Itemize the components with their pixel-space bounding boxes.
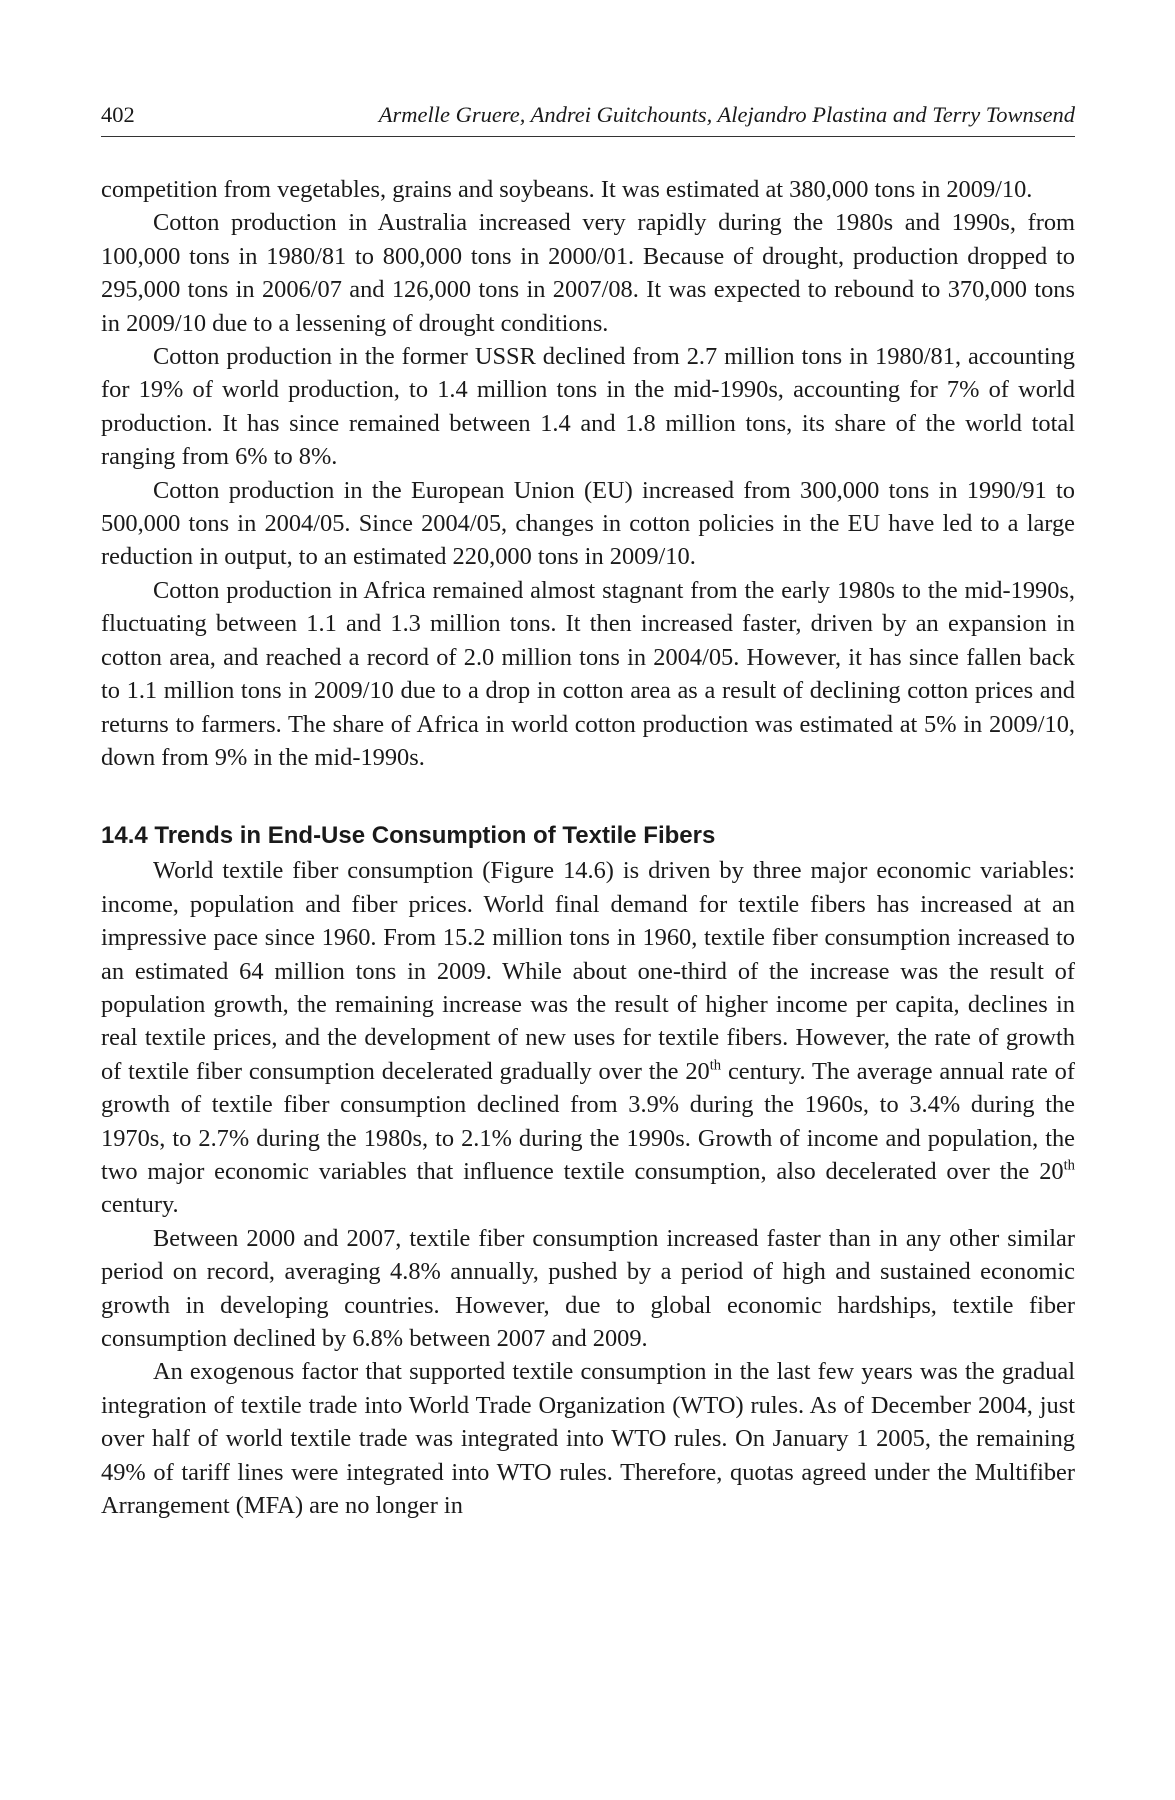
- paragraph-ussr: Cotton production in the former USSR declined from 2.7 million tons in 1980/81, accounting for 19% of world production, to 1.4 million tons in the mid-1990s, accounting for 7% of world production. It has since remained between 1.4 and 1.8 million tons, its share of the world total ranging from 6% to 8%.: [101, 343, 1075, 471]
- page: [101, 100, 1075, 1522]
- paragraph-africa: Cotton production in Africa remained almost stagnant from the early 1980s to the mid-1990s, fluctuating between 1.1 and 1.3 million tons. It then increased faster, driven by an expansion in cotton area, and reached a record of 2.0 million tons in 2004/05. However, it has since fallen back to 1.1 million tons in 2009/10 due to a drop in cotton area as a result of declining cotton prices and returns to farmers. The share of Africa in world cotton production was estimated at 5% in 2009/10, down from 9% in the mid-1990s.: [101, 576, 1075, 771]
- paragraph-text: World textile fiber consumption (Figure 14.6) is driven by three major economic variables: income, population and fiber prices. World final demand for textile fibers has increased at an impressive pace since 1960. From 15.2 million tons in 1960, textile fiber consumption increased to an estimated 64 million tons in 2009. While about one-third of the increase was the result of population growth, the remaining increase was the result of higher income per capita, declines in real textile prices, and the development of new uses for textile fibers. However, the rate of growth of textile fiber consumption decelerated gradually over the 20: [101, 857, 1075, 1085]
- paragraph-text: century.: [101, 1191, 179, 1219]
- paragraph-2000-2007: Between 2000 and 2007, textile fiber consumption increased faster than in any other similar period on record, averaging 4.8% annually, pushed by a period of high and sustained economic growth in developing countries. However, due to global economic hardships, textile fiber consumption declined by 6.8% between 2007 and 2009.: [101, 1224, 1075, 1352]
- paragraph-continued: competition from vegetables, grains and soybeans. It was estimated at 380,000 tons in 2009/10.: [101, 176, 1033, 203]
- paragraph-eu: Cotton production in the European Union (EU) increased from 300,000 tons in 1990/91 to 500,000 tons in 2004/05. Since 2004/05, changes in cotton policies in the EU have led to a large reduction in output, to an estimated 220,000 tons in 2009/10.: [101, 476, 1075, 571]
- body-text: [101, 173, 1075, 1522]
- superscript: th: [709, 1057, 722, 1074]
- running-header-authors: Armelle Gruere, Andrei Guitchounts, Alejandro Plastina and Terry Townsend: [378, 102, 1075, 127]
- paragraph-australia: Cotton production in Australia increased very rapidly during the 1980s and 1990s, from 100,000 tons in 1980/81 to 800,000 tons in 2000/01. Because of drought, production dropped to 295,000 tons in 2006/07 and 126,000 tons in 2007/08. It was expected to rebound to 370,000 tons in 2009/10 due to a lessening of drought conditions.: [101, 209, 1075, 337]
- paragraph-text: century. The average annual rate of growth of textile fiber consumption declined from 3.9% during the 1960s, to 3.4% during the 1970s, to 2.7% during the 1980s, to 2.1% during the 1990s. Growth of income and population, the two major economic variables that influence textile consumption, also decelerated over the 20: [101, 1057, 1075, 1185]
- section-heading: 14.4 Trends in End-Use Consumption of Textile Fibers: [101, 822, 716, 850]
- running-header: [101, 100, 1075, 137]
- paragraph-wto: An exogenous factor that supported textile consumption in the last few years was the gradual integration of textile trade into World Trade Organization (WTO) rules. As of December 2004, just over half of world textile trade was integrated into WTO rules. On January 1 2005, the remaining 49% of tariff lines were integrated into WTO rules. Therefore, quotas agreed under the Multifiber Arrangement (MFA) are no longer in: [101, 1358, 1075, 1520]
- paragraph-fiber-consumption: [101, 854, 1075, 1221]
- page-number: 402: [101, 102, 135, 127]
- superscript: th: [1063, 1157, 1075, 1174]
